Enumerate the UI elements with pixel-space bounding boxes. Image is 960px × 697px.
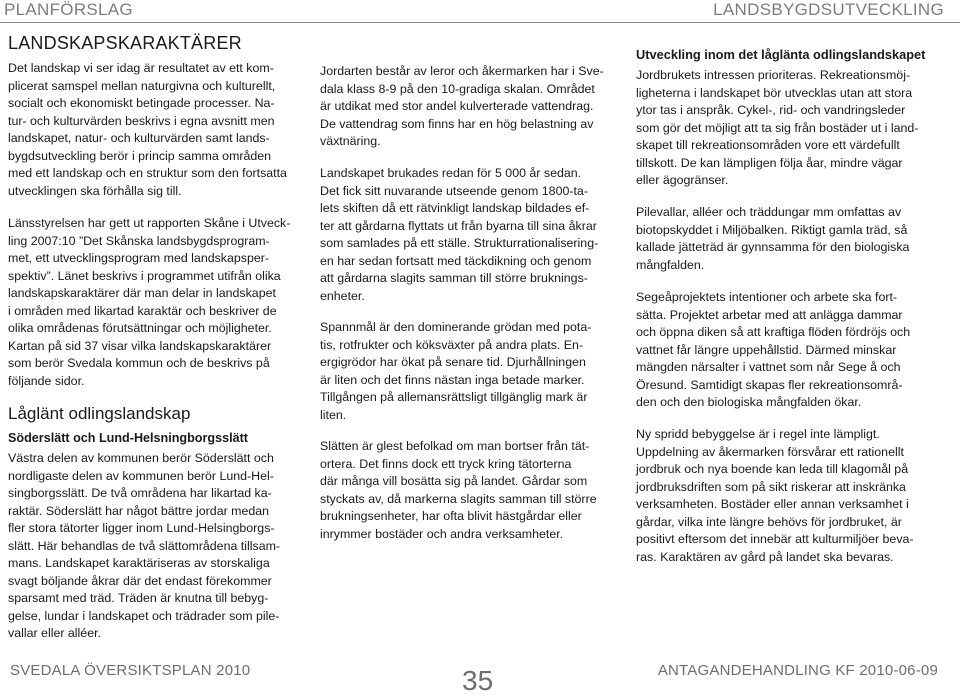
header-rule [0,22,960,23]
col1-paragraph-3: Västra delen av kommunen berör Söderslätt och nordligaste delen av kommunen berör Lund-Hel- singborgsslätt. De två områdena har likartad ka- raktär. Söderslätt har något bättre jordar medan fler stora tätorter ligger inom Lund-Helsingborgs- slätt. Här behandlas de två slättområdena tillsam- mans. Landskapet karaktäriseras av storskaliga svagt böljande åkrar där det endast förekommer sparsamt med träd. Träden är knutna till bebyg- gelse, lundar i landskapet och trädrader som pile- vallar eller alléer. [8,451,281,640]
page-number: 35 [462,665,494,696]
subsection-heading: Låglänt odlingslandskap [8,404,191,423]
col3-paragraph-3: Segeåprojektets intentioner och arbete ska fort- sätta. Projektet arbetar med att anlägga dammar och öppna diken så att kraftiga flöden fördröjs och vattnet får längre uppehållstid. Därmed minskar mängden närsalter i vattnet som når Sege å och Öresund. Samtidigt skapas fler rekreationsområ- den och den biologiska mångfalden ökar. [636,290,911,409]
col2-paragraph-2: Landskapet brukades redan för 5 000 år sedan. Det fick sitt nuvarande utseende genom 1800-ta- lets skiften då ett rätvinkligt landskap bildades ef- ter att gårdarna flyttats ut från byarna till sina åkrar som samlades på ett ställe. Strukturrationalisering- en har sedan fortsatt med täckdikning och genom att gårdarna slagits samman till större bruknings- enheter. [320,166,599,303]
col2-paragraph-4: Slätten är glest befolkad om man bortser från tät- ortera. Det finns dock ett tryck kring tätorterna där många vill bosätta sig på landet. Gårdar som styckats av, då markerna slagits samman till större brukningsenheter, har ofta blivit hästgårdar eller inrymmer bostäder och andra verksamheter. [320,439,597,541]
col1-paragraph-1: Det landskap vi ser idag är resultatet av ett kom- plicerat samspel mellan naturgivna och kulturellt, socialt och ekonomiskt betingade processer. Na- tur- och kulturvärden beskrivs i egna avsnitt men landskapet, natur- och kulturvärden samt lands- bygdsutveckling berör i princip samma områden med ett landskap och en struktur som den fortsatta utvecklingen ska förhålla sig till. [8,61,287,198]
col3-heading: Utveckling inom det låglänta odlingslandskapet [636,47,926,62]
col2-paragraph-1: Jordarten består av leror och åkermarken har i Sve- dala klass 8-9 på den 10-gradiga skalan. Området är utdikat med stor andel kulverterade vattendrag. De vattendrag som finns har en hög belastning av växtnäring. [320,64,604,148]
col3-paragraph-4: Ny spridd bebyggelse är i regel inte lämpligt. Uppdelning av åkermarken försvårar ett rationellt jordbruk och nya boende kan leda till klagomål på jordbruksdriften som på sikt riskerar att inskränka verksamheten. Bostäder eller annan verksamhet i gårdar, vilka inte längre behövs för jordbruket, är positivt eftersom det innebär att kulturmiljöer beva- ras. Karaktären av gård på landet ska bevaras. [636,427,914,564]
footer-left: SVEDALA ÖVERSIKTSPLAN 2010 [10,662,251,679]
col3-paragraph-1: Jordbrukets intressen prioriteras. Rekreationsmöj- ligheterna i landskapet bör utvecklas utan att stora ytor tas i anspråk. Cykel-, rid- och vandringsleder som gör det möjligt att ta sig från bostäder ut i land- skapet till rekreationsområden vore ett värdefullt tillskott. De kan lämpligen följa åar, mindre vägar eller ägogränser. [636,68,919,187]
section-title: LANDSKAPSKARAKTÄRER [8,33,242,53]
col3-paragraph-2: Pilevallar, alléer och träddungar mm omfattas av biotopskyddet i Miljöbalken. Riktigt gamla träd, så kallade jätteträd är gynnsamma för den biologiska mångfalden. [636,205,910,272]
footer-right: ANTAGANDEHANDLING KF 2010-06-09 [657,662,938,679]
header-left: PLANFÖRSLAG [4,0,133,19]
header-right: LANDSBYGDSUTVECKLING [713,0,944,19]
col2-paragraph-3: Spannmål är den dominerande grödan med pota- tis, rotfrukter och köksväxter på andra plats. En- ergigrödor har ökat på senare tid. Djurhållningen är liten och det finns nästan inga betade marker. Tillgången på allemansrättsligt tillgänglig mark är liten. [320,320,592,422]
col1-paragraph-2: Länsstyrelsen har gett ut rapporten Skåne i Utveck- ling 2007:10 ”Det Skånska landsbygdsprogram- met, ett utvecklingsprogram med landskapsper- spektiv”. Länet beskrivs i programmet utifrån olika landskapskaraktärer där man delar in landskapet i områden med likartad karaktär och beskriver de olika områdenas förutsättningar och möjligheter. Kartan på sid 37 visar vilka landskapskaraktärer som berör Svedala kommun och de beskrivs på följande sidor. [8,216,291,388]
subsection-subheading: Söderslätt och Lund-Helsningborgsslätt [8,431,248,445]
